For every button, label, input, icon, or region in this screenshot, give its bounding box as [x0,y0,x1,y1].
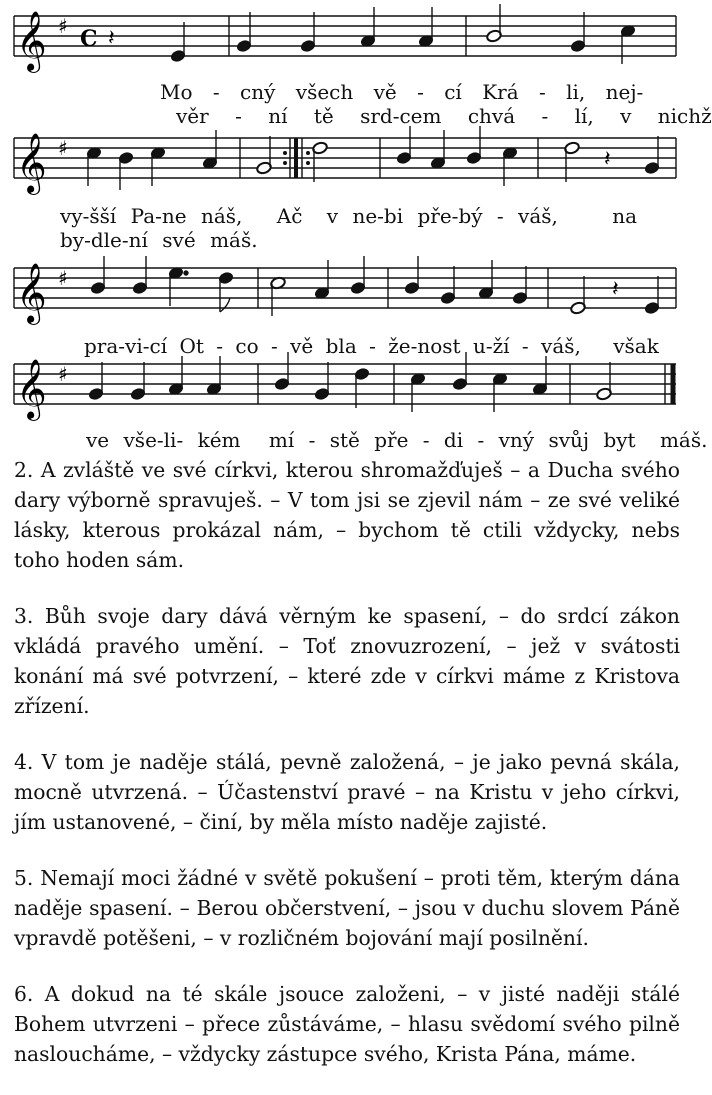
syllable: li, [566,80,586,104]
syllable: cí [444,80,462,104]
lyric-row-4 [86,428,707,452]
verse-6: 6. A dokud na té skále jsouce založeni, – v jisté naději stálé Bohem utvrzeni – přece zůstáváme, – hlasu svědomí svého pilně nasloucháme, – vždycky zástupce svého, Krista Pána, máme. [14,982,680,1066]
lyric-row-2b [60,228,258,252]
lyric-row-2a [60,204,637,228]
treble-clef-icon: 𝄞 [16,359,47,419]
syllable: vě [290,334,314,358]
syllable: by-dle-ní [60,228,148,252]
syllable: na [612,204,638,228]
syllable: pra-vi-cí [84,334,168,358]
verses [14,455,680,1095]
syllable: - [308,428,316,452]
treble-clef-icon: 𝄞 [16,11,47,71]
music-staff-1 [0,0,690,70]
syllable: mí [268,428,295,452]
syllable: ve [86,428,110,452]
treble-clef-icon: 𝄞 [16,133,47,193]
syllable: vě [373,80,397,104]
syllable: vše-li- [123,428,184,452]
syllable: - [369,334,376,358]
syllable: u-ží [472,334,510,358]
syllable: di [443,428,464,452]
syllable: stě [329,428,360,452]
syllable: pře-bý [417,204,483,228]
syllable: Mo [160,80,193,104]
syllable: - [477,428,485,452]
syllable: - [235,104,242,128]
syllable: všech [295,80,354,104]
quarter-rest-icon: 𝄽 [604,147,611,172]
syllable: nej- [605,80,644,104]
syllable: máš. [210,228,258,252]
syllable: bla [325,334,357,358]
verse-3: 3. Bůh svoje dary dává věrným ke spasení, – do srdcí zákon vkládá pravého umění. – Toť znovuzrození, – jež v svátosti konání má své potvrzení, – které zde v církvi máme z Kristova zřízení. [14,604,680,718]
treble-clef-icon: 𝄞 [16,263,47,323]
syllable: váš, [518,204,558,228]
quarter-rest-icon: 𝄽 [612,277,619,302]
syllable: tě [313,104,334,128]
syllable: Ot [179,334,204,358]
syllable: Krá [482,80,519,104]
syllable: - [422,428,430,452]
syllable: pře [374,428,409,452]
verse-5: 5. Nemají moci žádné v světě pokušení – proti těm, kterým dána naděje spasení. – Berou občerstvení, – jsou v duchu slovem Páně vpravdě potěšeni, – v rozličném bojování mají posilnění. [14,866,680,950]
syllable: - [212,80,220,104]
syllable: chvá [467,104,516,128]
syllable: cný [240,80,276,104]
syllable: že-nost [388,334,461,358]
syllable: - [271,334,278,358]
syllable: - [541,104,549,128]
syllable: své [162,228,196,252]
syllable: máš. [659,428,708,452]
syllable: váš, [541,334,581,358]
syllable: ní [268,104,288,128]
syllable: - [521,334,529,358]
music-staff-2 [0,124,690,200]
syllable: věr [176,104,209,128]
lyric-row-1a [160,80,643,104]
syllable: - [216,334,224,358]
syllable: - [417,80,424,104]
sharp-icon: ♯ [58,362,68,386]
syllable: však [613,334,659,358]
syllable: kém [197,428,241,452]
verse-2: 2. A zvláště ve své církvi, kterou shromažďuješ – a Ducha svého dary výborně spravuješ. – V tom jsi se zjevil nám – ze své veliké lásky, kterous prokázal nám, – bychom tě ctili vždycky, nebs toho hoden sám. [14,458,680,572]
sharp-icon: ♯ [58,14,68,38]
sharp-icon: ♯ [58,266,68,290]
syllable: svůj [548,428,590,452]
syllable: náš, [200,204,243,228]
syllable: byt [603,428,636,452]
music-staff-4 [0,350,690,426]
syllable: vy-šší [60,204,117,228]
syllable: co [235,334,259,358]
sharp-icon: ♯ [58,136,68,160]
syllable: srd-cem [360,104,442,128]
music-staff-3 [0,254,690,330]
syllable: v ne-bi [326,204,404,228]
syllable: lí, v nichž [574,104,712,128]
syllable: - [496,204,504,228]
syllable: vný [498,428,535,452]
syllable: Pa-ne [130,204,187,228]
syllable: Ač [276,204,303,228]
common-time-icon: C [80,26,98,52]
syllable: - [539,80,546,104]
verse-4: 4. V tom je naděje stálá, pevně založená, – je jako pevná skála, mocně utvrzená. – Účastenství pravé – na Kristu v jeho církvi, jím ustanovené, – činí, by měla místo naděje zajisté. [14,750,680,834]
quarter-rest-icon: 𝄽 [108,26,115,51]
